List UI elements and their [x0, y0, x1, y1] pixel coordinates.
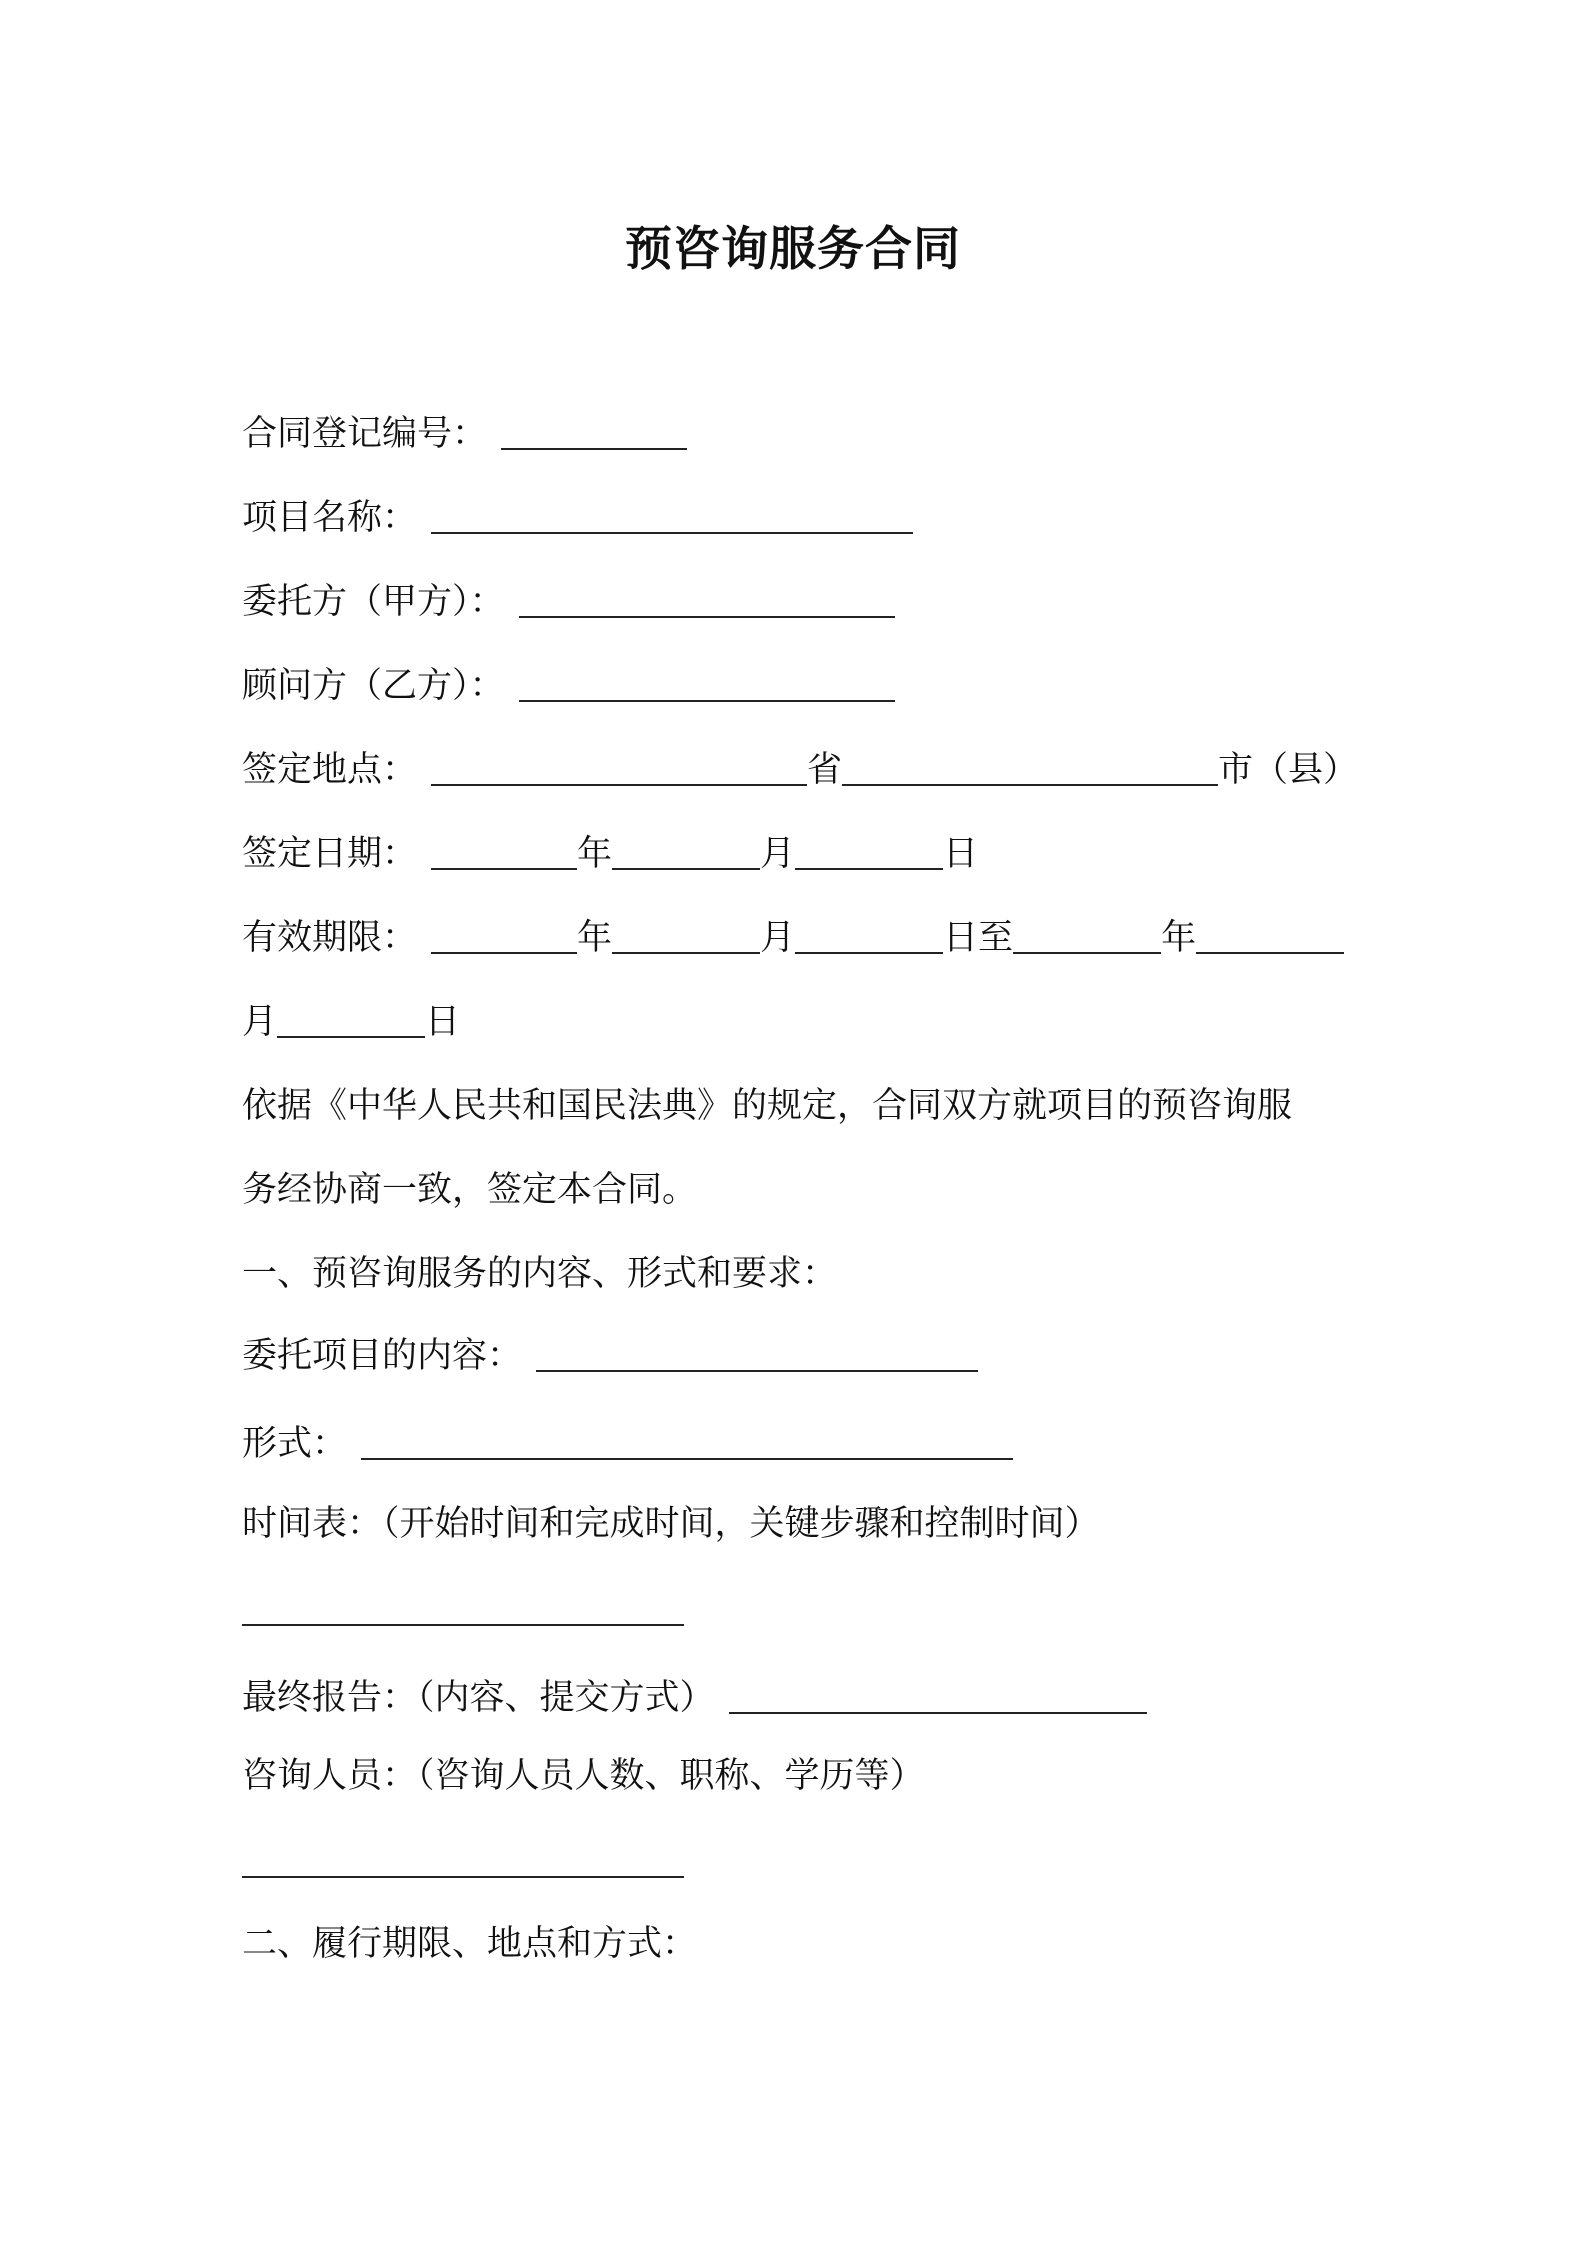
sign-place-city-blank[interactable] — [842, 754, 1218, 786]
validity-end-month-label: 月 — [242, 1002, 278, 1042]
validity-end-year-blank[interactable] — [1013, 922, 1161, 954]
validity-start-month-label: 月 — [760, 918, 796, 958]
sign-date-year-blank[interactable] — [431, 838, 577, 870]
province-label: 省 — [807, 750, 843, 790]
form-blank[interactable] — [361, 1428, 1013, 1460]
validity-day-to-label: 日至 — [943, 918, 1014, 958]
project-name-label: 项目名称： — [242, 498, 418, 538]
validity-end-month-partial-blank[interactable] — [1196, 922, 1344, 954]
staff-blank[interactable] — [242, 1846, 684, 1878]
sign-place-province-blank[interactable] — [431, 754, 807, 786]
month-label: 月 — [760, 834, 796, 874]
sign-place-label: 签定地点： — [242, 750, 418, 790]
section-1-heading: 一、预咨询服务的内容、形式和要求： — [242, 1254, 838, 1294]
report-blank[interactable] — [729, 1682, 1147, 1714]
validity-end-day-label: 日 — [425, 1002, 461, 1042]
document-title: 预咨询服务合同 — [625, 222, 961, 277]
validity-start-day-blank[interactable] — [795, 922, 943, 954]
sign-date-month-blank[interactable] — [612, 838, 760, 870]
report-line — [242, 1676, 1147, 1720]
validity-line — [242, 916, 1344, 960]
day-label: 日 — [943, 834, 979, 874]
registration-number-label: 合同登记编号： — [242, 414, 488, 454]
project-name-blank[interactable] — [431, 502, 913, 534]
schedule-blank-line — [242, 1594, 684, 1632]
validity-start-month-blank[interactable] — [612, 922, 760, 954]
consultant-label: 顾问方（乙方）： — [242, 666, 505, 706]
validity-start-year-label: 年 — [577, 918, 613, 958]
project-name-line — [242, 496, 913, 540]
content-blank[interactable] — [536, 1340, 978, 1372]
schedule-line: 时间表：（开始时间和完成时间，关键步骤和控制时间） — [242, 1504, 1100, 1544]
content-line — [242, 1334, 978, 1378]
staff-blank-line — [242, 1846, 684, 1884]
schedule-blank[interactable] — [242, 1594, 684, 1626]
client-blank[interactable] — [519, 586, 895, 618]
staff-line: 咨询人员：（咨询人员人数、职称、学历等） — [242, 1756, 925, 1796]
validity-end-day-blank[interactable] — [277, 1006, 425, 1038]
consultant-line — [242, 664, 895, 708]
consultant-blank[interactable] — [519, 670, 895, 702]
client-line — [242, 580, 895, 624]
preamble-line-1: 依据《中华人民共和国民法典》的规定，合同双方就项目的预咨询服 — [242, 1086, 1293, 1126]
validity-start-year-blank[interactable] — [431, 922, 577, 954]
content-label: 委托项目的内容： — [242, 1336, 523, 1376]
client-label: 委托方（甲方）： — [242, 582, 505, 622]
sign-date-label: 签定日期： — [242, 834, 418, 874]
city-label: 市（县） — [1218, 750, 1359, 790]
sign-date-day-blank[interactable] — [795, 838, 943, 870]
registration-number-line — [242, 412, 687, 456]
registration-number-blank[interactable] — [501, 418, 687, 450]
preamble-line-2: 务经协商一致，签定本合同。 — [242, 1170, 698, 1210]
form-line — [242, 1422, 1013, 1466]
report-label: 最终报告：（内容、提交方式） — [242, 1678, 715, 1718]
sign-place-line — [242, 748, 1358, 792]
section-2-heading: 二、履行期限、地点和方式： — [242, 1924, 698, 1964]
sign-date-line — [242, 832, 978, 876]
validity-end-year-label: 年 — [1161, 918, 1197, 958]
validity-line-continued — [242, 1000, 460, 1044]
form-label: 形式： — [242, 1424, 348, 1464]
validity-label: 有效期限： — [242, 918, 418, 958]
year-label: 年 — [577, 834, 613, 874]
